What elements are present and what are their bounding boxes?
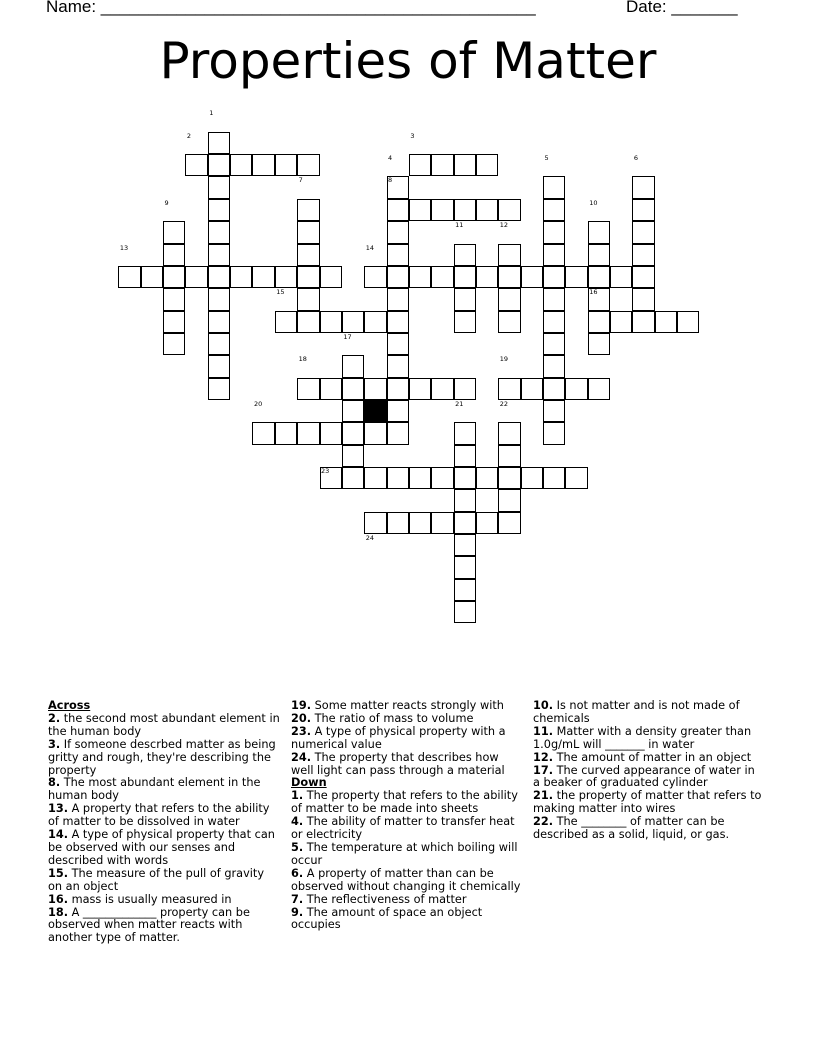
crossword-cell[interactable] xyxy=(342,378,364,400)
clue-item-number: 22. xyxy=(533,815,554,829)
clue-item-text: Some matter reacts strongly with xyxy=(311,699,504,712)
clue-number: 19 xyxy=(499,355,509,364)
crossword-cell[interactable] xyxy=(409,378,431,400)
clue-item-number: 19. xyxy=(291,699,312,712)
clue-item xyxy=(291,907,523,933)
crossword-cell[interactable] xyxy=(387,467,409,489)
crossword-cell[interactable] xyxy=(454,199,476,221)
clue-item-text: The property that describes how well light can pass through a material xyxy=(291,750,505,777)
clue-item xyxy=(48,713,280,739)
crossword-cell[interactable] xyxy=(543,378,565,400)
clue-number: 3 xyxy=(410,131,415,140)
clue-item-text: The ratio of mass to volume xyxy=(311,711,474,725)
clue-item xyxy=(291,752,523,778)
crossword-cell[interactable] xyxy=(252,266,274,288)
crossword-cell[interactable] xyxy=(498,467,520,489)
crossword-cell[interactable] xyxy=(543,288,565,310)
crossword-black-cell xyxy=(364,400,386,422)
crossword-cell[interactable] xyxy=(208,132,230,154)
crossword-cell[interactable] xyxy=(543,467,565,489)
crossword-cell[interactable] xyxy=(163,266,185,288)
clue-item-number: 7. xyxy=(291,892,304,906)
crossword-cell[interactable] xyxy=(364,311,386,333)
crossword-cell[interactable] xyxy=(454,579,476,601)
crossword-cell[interactable] xyxy=(342,445,364,467)
crossword-cell[interactable] xyxy=(320,378,342,400)
clue-number: 14 xyxy=(365,243,374,252)
clue-item-text: If someone descrbed matter as being gritty and rough, they're describing the property xyxy=(48,737,276,777)
clue-item-text: Is not matter and is not made of chemicals xyxy=(533,699,740,725)
clue-item-text: A property that refers to the ability of matter to be dissolved in water xyxy=(48,802,270,829)
crossword-cell[interactable] xyxy=(476,512,498,534)
clue-item-text: A type of physical property that can be observed with our senses and described with words xyxy=(48,828,275,867)
clue-item-number: 5. xyxy=(291,840,304,854)
crossword-cell[interactable] xyxy=(208,378,230,400)
clue-item-text: mass is usually measured in xyxy=(68,892,232,906)
clue-item-number: 4. xyxy=(291,815,304,829)
clue-item-text: A _____________ property can be observed when matter reacts with another type of matter. xyxy=(48,905,250,945)
crossword-cell[interactable] xyxy=(364,378,386,400)
crossword-cell[interactable] xyxy=(275,266,297,288)
clue-item-text: A type of physical property with a numerical value xyxy=(291,724,506,751)
clues-column-2 xyxy=(291,700,523,932)
crossword-cell[interactable] xyxy=(387,244,409,266)
crossword-cell[interactable] xyxy=(208,244,230,266)
crossword-cell[interactable] xyxy=(498,244,520,266)
crossword-cell[interactable] xyxy=(565,467,587,489)
clue-number: 7 xyxy=(298,176,303,185)
crossword-cell[interactable] xyxy=(409,512,431,534)
clue-item-number: 8. xyxy=(48,776,61,790)
crossword-cell[interactable] xyxy=(454,311,476,333)
clue-number: 5 xyxy=(544,154,549,163)
crossword-cell[interactable] xyxy=(364,266,386,288)
crossword-cell[interactable] xyxy=(454,467,476,489)
crossword-cell[interactable] xyxy=(431,154,453,176)
crossword-cell[interactable] xyxy=(476,467,498,489)
crossword-cell[interactable] xyxy=(409,467,431,489)
crossword-cell[interactable] xyxy=(387,333,409,355)
crossword-cell[interactable] xyxy=(185,266,207,288)
clue-item xyxy=(291,868,523,894)
crossword-cell[interactable] xyxy=(387,400,409,422)
crossword-cell[interactable] xyxy=(387,266,409,288)
crossword-cell[interactable] xyxy=(208,154,230,176)
clue-number: 8 xyxy=(388,176,393,185)
crossword-cell[interactable] xyxy=(208,199,230,221)
crossword-cell[interactable] xyxy=(543,244,565,266)
crossword-cell[interactable] xyxy=(655,311,677,333)
crossword-cell[interactable] xyxy=(297,311,319,333)
crossword-cell[interactable] xyxy=(387,422,409,444)
crossword-cell[interactable] xyxy=(476,154,498,176)
crossword-cell[interactable] xyxy=(498,422,520,444)
crossword-cell[interactable] xyxy=(454,534,476,556)
clue-item xyxy=(533,700,765,726)
crossword-cell[interactable] xyxy=(163,311,185,333)
clue-item-text: The reflectiveness of matter xyxy=(303,892,467,906)
clue-number: 6 xyxy=(633,154,639,163)
crossword-cell[interactable] xyxy=(543,400,565,422)
crossword-cell[interactable] xyxy=(454,512,476,534)
clue-item-number: 18. xyxy=(48,905,69,919)
page-title: Properties of Matter xyxy=(159,32,657,90)
clue-number: 9 xyxy=(164,198,169,207)
crossword-cell[interactable] xyxy=(543,355,565,377)
crossword-cell[interactable] xyxy=(454,556,476,578)
crossword-cell[interactable] xyxy=(163,288,185,310)
crossword-cell[interactable] xyxy=(342,311,364,333)
crossword-cell[interactable] xyxy=(297,422,319,444)
crossword-cell[interactable] xyxy=(476,266,498,288)
crossword-cell[interactable] xyxy=(498,266,520,288)
crossword-cell[interactable] xyxy=(297,378,319,400)
crossword-cell[interactable] xyxy=(454,601,476,623)
crossword-cell[interactable] xyxy=(543,333,565,355)
crossword-cell[interactable] xyxy=(543,422,565,444)
clue-item-number: 6. xyxy=(291,866,304,880)
clue-item-number: 21. xyxy=(533,789,554,803)
crossword-cell[interactable] xyxy=(588,221,610,243)
clue-item-number: 12. xyxy=(533,750,554,764)
crossword-cell[interactable] xyxy=(320,422,342,444)
crossword-cell[interactable] xyxy=(297,199,319,221)
crossword-cell[interactable] xyxy=(431,266,453,288)
crossword-cell[interactable] xyxy=(275,311,297,333)
crossword-cell[interactable] xyxy=(588,244,610,266)
crossword-cell[interactable] xyxy=(230,154,252,176)
crossword-cell[interactable] xyxy=(677,311,699,333)
crossword-cell[interactable] xyxy=(185,154,207,176)
clue-item-number: 13. xyxy=(48,802,69,816)
crossword-cell[interactable] xyxy=(141,266,163,288)
crossword-cell[interactable] xyxy=(431,512,453,534)
clue-item-number: 14. xyxy=(48,828,69,842)
clues-column-3 xyxy=(533,700,765,842)
crossword-cell[interactable] xyxy=(610,266,632,288)
crossword-cell[interactable] xyxy=(252,422,274,444)
clue-item-text: the property of matter that refers to making matter into wires xyxy=(533,789,762,816)
crossword-cell[interactable] xyxy=(364,467,386,489)
crossword-cell[interactable] xyxy=(610,311,632,333)
crossword-cell[interactable] xyxy=(208,355,230,377)
crossword-cell[interactable] xyxy=(297,221,319,243)
clue-number: 11 xyxy=(455,221,464,230)
clue-item-text: The measure of the pull of gravity on an object xyxy=(48,866,265,893)
crossword-cell[interactable] xyxy=(454,266,476,288)
crossword-cell[interactable] xyxy=(342,422,364,444)
clue-item xyxy=(533,790,765,816)
crossword-cell[interactable] xyxy=(163,244,185,266)
clue-item xyxy=(291,842,523,868)
clue-number: 24 xyxy=(365,534,374,543)
crossword-cell[interactable] xyxy=(521,378,543,400)
crossword-cell[interactable] xyxy=(364,422,386,444)
crossword-cell[interactable] xyxy=(632,266,654,288)
crossword-cell[interactable] xyxy=(632,244,654,266)
crossword-cell[interactable] xyxy=(588,266,610,288)
crossword-cell[interactable] xyxy=(454,422,476,444)
clue-item xyxy=(48,777,280,803)
clue-item-text: The property that refers to the ability of matter to be made into sheets xyxy=(291,789,518,816)
clue-item-text: The ________ of matter can be described as a solid, liquid, or gas. xyxy=(533,815,730,842)
crossword-cell[interactable] xyxy=(565,378,587,400)
crossword-cell[interactable] xyxy=(454,244,476,266)
clue-item-number: 10. xyxy=(533,699,554,712)
crossword-cell[interactable] xyxy=(431,378,453,400)
crossword-cell[interactable] xyxy=(387,221,409,243)
clue-item xyxy=(48,829,280,868)
crossword-cell[interactable] xyxy=(118,266,140,288)
crossword-cell[interactable] xyxy=(565,266,587,288)
clue-item-text: Matter with a density greater than 1.0g/mL will _______ in water xyxy=(533,724,752,751)
crossword-cell[interactable] xyxy=(632,221,654,243)
crossword-cell[interactable] xyxy=(454,154,476,176)
clue-section-heading: Down xyxy=(291,776,327,790)
clue-item xyxy=(48,803,280,829)
clue-number: 18 xyxy=(298,355,307,364)
crossword-cell[interactable] xyxy=(498,288,520,310)
crossword-cell[interactable] xyxy=(409,199,431,221)
clue-item-number: 11. xyxy=(533,724,554,738)
name-field-label: Name: ______________________________________________ xyxy=(46,0,536,16)
crossword-cell[interactable] xyxy=(543,311,565,333)
crossword-cell[interactable] xyxy=(275,154,297,176)
clue-item xyxy=(533,765,765,791)
crossword-cell[interactable] xyxy=(387,199,409,221)
crossword-cell[interactable] xyxy=(364,512,386,534)
clue-number: 16 xyxy=(589,288,598,297)
clue-item-number: 24. xyxy=(291,750,312,764)
crossword-cell[interactable] xyxy=(454,288,476,310)
crossword-cell[interactable] xyxy=(208,311,230,333)
crossword-cell[interactable] xyxy=(498,311,520,333)
crossword-cell[interactable] xyxy=(387,288,409,310)
crossword-cell[interactable] xyxy=(208,333,230,355)
clue-item-text: the second most abundant element in the human body xyxy=(48,711,280,738)
crossword-cell[interactable] xyxy=(342,355,364,377)
crossword-cell[interactable] xyxy=(387,512,409,534)
clue-number: 21 xyxy=(455,399,464,408)
crossword-cell[interactable] xyxy=(342,400,364,422)
crossword-cell[interactable] xyxy=(454,489,476,511)
clue-item-number: 16. xyxy=(48,892,69,906)
crossword-cell[interactable] xyxy=(632,311,654,333)
clue-item-number: 3. xyxy=(48,737,61,751)
crossword-cell[interactable] xyxy=(431,467,453,489)
crossword-cell[interactable] xyxy=(387,311,409,333)
clue-item-text: The most abundant element in the human body xyxy=(48,776,261,803)
crossword-cell[interactable] xyxy=(454,378,476,400)
crossword-cell[interactable] xyxy=(252,154,274,176)
clue-item-text: A property of matter than can be observed without changing it chemically xyxy=(291,866,521,893)
crossword-cell[interactable] xyxy=(230,266,252,288)
clue-number: 13 xyxy=(119,243,129,252)
clue-item-number: 23. xyxy=(291,724,312,738)
crossword-cell[interactable] xyxy=(498,199,520,221)
crossword-cell[interactable] xyxy=(387,355,409,377)
crossword-cell[interactable] xyxy=(163,221,185,243)
clue-section-heading: Across xyxy=(48,699,91,712)
clue-item xyxy=(48,907,280,946)
clue-item xyxy=(48,739,280,778)
clue-item-number: 9. xyxy=(291,905,304,919)
crossword-cell[interactable] xyxy=(320,311,342,333)
crossword-cell[interactable] xyxy=(297,266,319,288)
clue-item xyxy=(48,868,280,894)
crossword-cell[interactable] xyxy=(163,333,185,355)
crossword-cell[interactable] xyxy=(297,154,319,176)
clue-item-text: The amount of space an object occupies xyxy=(291,905,483,932)
clue-item-text: The curved appearance of water in a beaker of graduated cylinder xyxy=(533,763,755,790)
clue-item xyxy=(291,816,523,842)
crossword-cell[interactable] xyxy=(454,445,476,467)
crossword-cell[interactable] xyxy=(588,333,610,355)
crossword-cell[interactable] xyxy=(320,266,342,288)
crossword-cell[interactable] xyxy=(543,199,565,221)
crossword-cell[interactable] xyxy=(498,512,520,534)
clue-item xyxy=(533,726,765,752)
crossword-cell[interactable] xyxy=(632,288,654,310)
crossword-cell[interactable] xyxy=(588,378,610,400)
clue-number: 20 xyxy=(253,399,263,408)
crossword-cell[interactable] xyxy=(498,378,520,400)
crossword-cell[interactable] xyxy=(543,176,565,198)
clue-number: 10 xyxy=(589,198,598,207)
crossword-cell[interactable] xyxy=(342,467,364,489)
crossword-cell[interactable] xyxy=(498,489,520,511)
date-field-label: Date: _______ xyxy=(626,0,738,16)
crossword-cell[interactable] xyxy=(208,266,230,288)
crossword-cell[interactable] xyxy=(297,288,319,310)
clue-item-number: 20. xyxy=(291,711,312,725)
clue-item-text: The amount of matter in an object xyxy=(553,750,752,764)
clue-number: 1 xyxy=(209,109,214,118)
crossword-cell[interactable] xyxy=(409,154,431,176)
clue-item-number: 17. xyxy=(533,763,554,777)
crossword-cell[interactable] xyxy=(543,221,565,243)
crossword-cell[interactable] xyxy=(387,378,409,400)
crossword-cell[interactable] xyxy=(476,199,498,221)
crossword-cell[interactable] xyxy=(431,199,453,221)
clue-item-number: 15. xyxy=(48,866,69,880)
clue-number: 22 xyxy=(499,399,509,408)
crossword-cell[interactable] xyxy=(275,422,297,444)
clue-number: 12 xyxy=(499,221,509,230)
crossword-cell[interactable] xyxy=(208,176,230,198)
clue-number: 2 xyxy=(186,131,192,140)
clues-column-1 xyxy=(48,700,280,945)
crossword-cell[interactable] xyxy=(297,244,319,266)
crossword-cell[interactable] xyxy=(521,467,543,489)
clue-item xyxy=(291,790,523,816)
crossword-cell[interactable] xyxy=(409,266,431,288)
clue-number: 4 xyxy=(388,154,393,163)
crossword-cell[interactable] xyxy=(543,266,565,288)
clue-item xyxy=(291,726,523,752)
clue-number: 15 xyxy=(276,288,285,297)
crossword-cell[interactable] xyxy=(632,199,654,221)
clue-number: 23 xyxy=(321,467,330,475)
clue-number: 17 xyxy=(343,332,352,341)
clue-item-number: 2. xyxy=(48,711,61,725)
clue-item-number: 1. xyxy=(291,789,304,803)
clue-item xyxy=(533,816,765,842)
crossword-cell[interactable] xyxy=(208,221,230,243)
clue-item-text: The temperature at which boiling will occur xyxy=(291,840,518,867)
crossword-cell[interactable] xyxy=(498,445,520,467)
crossword-cell[interactable] xyxy=(208,288,230,310)
crossword-cell[interactable] xyxy=(521,266,543,288)
clue-item-text: The ability of matter to transfer heat or electricity xyxy=(291,815,515,842)
crossword-cell[interactable] xyxy=(632,176,654,198)
crossword-cell[interactable] xyxy=(588,311,610,333)
